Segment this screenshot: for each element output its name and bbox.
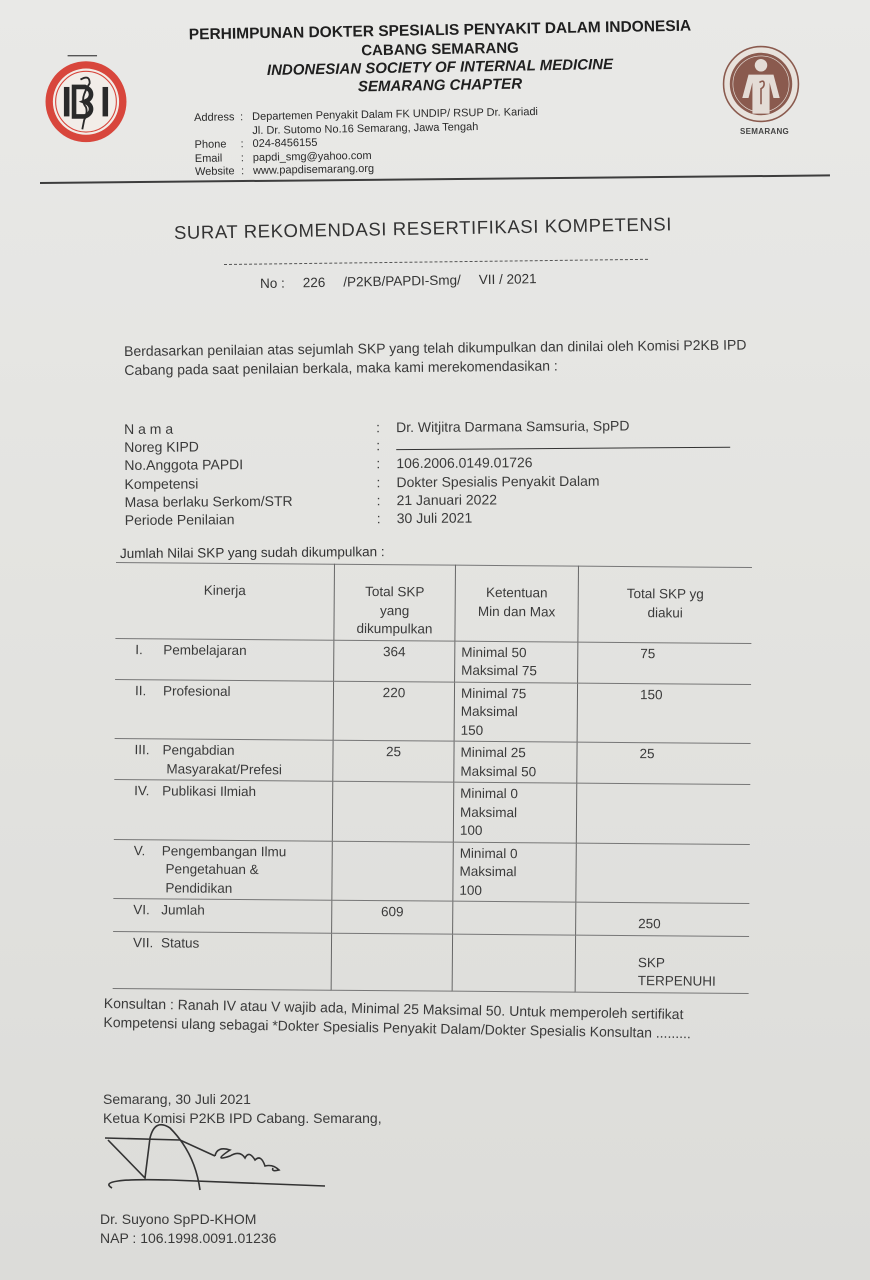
intro-paragraph: Berdasarkan penilaian atas sejumlah SKP yang telah dikumpulkan dan dinilai oleh Komisi P2KB IPD Cabang pada saat penilaian berkala, maka kami merekomendasikan : <box>124 336 747 378</box>
number-period: VII / 2021 <box>478 271 537 288</box>
row-number: II. <box>134 682 147 698</box>
ketentuan-line: Minimal 50 <box>461 644 527 660</box>
cell-ketentuan <box>454 741 577 783</box>
cell-total-collected: 25 <box>333 740 454 782</box>
cell-total-recognized <box>576 783 750 844</box>
table-row-status <box>113 931 749 993</box>
cell-kinerja <box>114 779 333 840</box>
field-value-validity: 21 Januari 2022 <box>396 491 498 508</box>
consultant-note: Konsultan : Ranah IV atau V wajib ada, Minimal 25 Maksimal 50. Untuk memperoleh sertifikat Kompetensi ulang sebagai *Dokter Spesialis Penyakit Dalam/Dokter Spesialis Konsultan ......... <box>103 994 692 1041</box>
ketentuan-line: 100 <box>459 882 483 898</box>
table-row <box>115 679 751 743</box>
signer-position: Ketua Komisi P2KB IPD Cabang. Semarang, <box>103 1109 382 1126</box>
ketentuan-line: Minimal 75 <box>460 685 527 701</box>
cell-total-collected: 609 <box>332 900 453 933</box>
ketentuan-line: Maksimal 50 <box>460 763 537 779</box>
header-kinerja: Kinerja <box>115 563 334 640</box>
recipient-fields <box>124 416 731 529</box>
cell-ketentuan <box>453 842 576 902</box>
contact-info <box>194 106 539 179</box>
right-logo-caption: SEMARANG <box>740 127 790 136</box>
ketentuan-line: Maksimal <box>459 863 517 880</box>
header-text: Min dan Max <box>477 603 556 619</box>
field-label: No.Anggota PAPDI <box>124 456 244 474</box>
document-number <box>260 271 555 291</box>
phone-value: 024-8456155 <box>252 136 318 150</box>
header-ketentuan <box>455 565 579 641</box>
table-row <box>115 638 751 684</box>
cell-total-recognized: 75 <box>578 642 752 684</box>
ketentuan-line: Maksimal <box>459 804 518 820</box>
org-branch: CABANG SEMARANG <box>361 39 519 60</box>
kinerja-label-cont: Pengetahuan & <box>165 861 259 878</box>
cell-total-recognized: 150 <box>577 683 751 744</box>
cell-total-collected <box>332 841 453 901</box>
field-value-name: Dr. Witjitra Darmana Samsuria, SpPD <box>396 417 630 436</box>
separator: : <box>240 151 244 164</box>
status-line: TERPENUHI <box>637 973 716 989</box>
cell-status-value <box>575 935 749 993</box>
address-label: Address <box>194 111 235 124</box>
signer-name: Dr. Suyono SpPD-KHOM <box>100 1211 257 1227</box>
cell-total-collected <box>332 781 453 841</box>
cell-kinerja <box>115 638 334 681</box>
table-caption: Jumlah Nilai SKP yang sudah dikumpulkan : <box>119 544 385 561</box>
kinerja-label: Publikasi Ilmiah <box>162 783 257 800</box>
cell-ketentuan <box>453 782 576 842</box>
cell-ketentuan <box>453 901 576 934</box>
kinerja-label-cont: Masyarakat/Prefesi <box>166 760 282 777</box>
signer-nap: NAP : 106.1998.0091.01236 <box>100 1230 277 1246</box>
blank-line <box>396 435 730 450</box>
field-label: Masa berlaku Serkom/STR <box>124 492 293 510</box>
kinerja-label: Jumlah <box>161 902 205 918</box>
header-total <box>334 564 456 640</box>
ketentuan-line: Minimal 25 <box>460 744 526 761</box>
cell-total-collected: 364 <box>334 640 455 682</box>
address-line-1: Departemen Penyakit Dalam FK UNDIP/ RSUP Dr. Kariadi <box>251 105 539 123</box>
field-value-period: 30 Juli 2021 <box>396 509 473 527</box>
table-body <box>113 638 752 993</box>
header-text: Ketentuan <box>485 584 548 601</box>
header-text: Total SKP <box>365 583 425 600</box>
table-row <box>113 839 749 903</box>
cell-total-collected: 220 <box>333 681 454 741</box>
kinerja-label: Status <box>160 934 200 951</box>
field-colon: : <box>376 510 381 527</box>
ketentuan-line: Minimal 0 <box>459 845 518 861</box>
cell-total-recognized <box>576 843 750 904</box>
signature-icon <box>100 1118 340 1198</box>
field-label: Periode Penilaian <box>124 511 235 528</box>
cell-total-recognized: 25 <box>577 742 751 784</box>
cell-kinerja <box>113 839 332 900</box>
ketentuan-line: 100 <box>459 822 483 838</box>
field-colon: : <box>376 473 381 490</box>
field-label: N a m a <box>124 420 174 437</box>
cell-total-recognized: 250 <box>576 902 750 936</box>
field-colon: : <box>376 419 381 436</box>
cell-ketentuan <box>454 682 577 742</box>
header-diakui <box>578 566 752 643</box>
table-row <box>114 738 750 784</box>
kinerja-label: Pengabdian <box>162 742 235 758</box>
header-text: Total SKP yg <box>626 586 704 602</box>
header-text: dikumpulkan <box>356 620 433 637</box>
field-value-member-no: 106.2006.0149.01726 <box>396 454 533 472</box>
letterhead <box>160 17 720 96</box>
field-colon: : <box>376 455 381 472</box>
cell-total-collected <box>331 933 452 991</box>
row-number: III. <box>134 742 150 758</box>
cell-ketentuan <box>452 934 575 992</box>
field-label: Noreg KIPD <box>124 438 199 456</box>
org-name-english: INDONESIAN SOCIETY OF INTERNAL MEDICINE <box>266 55 614 80</box>
kinerja-label: Pembelajaran <box>163 641 247 658</box>
separator: : <box>239 111 244 124</box>
cell-kinerja <box>115 679 334 740</box>
field-label: Kompetensi <box>124 475 199 492</box>
cell-kinerja <box>113 931 332 990</box>
email-value: papdi_smg@yahoo.com <box>252 149 372 164</box>
chapter-name: SEMARANG CHAPTER <box>357 75 523 96</box>
skp-table <box>113 562 752 993</box>
table-row <box>113 898 749 935</box>
header-text: diakui <box>647 604 683 620</box>
ketentuan-line: 150 <box>460 722 484 738</box>
phone-label: Phone <box>194 138 227 151</box>
idi-logo-icon <box>40 52 132 144</box>
document-title: SURAT REKOMENDASI RESERTIFIKASI KOMPETENSI <box>173 213 673 243</box>
website-value: www.papdisemarang.org <box>252 162 375 177</box>
number-value: 226 <box>302 274 326 291</box>
website-label: Website <box>194 165 235 178</box>
title-divider <box>224 259 648 265</box>
papdi-logo-icon <box>722 45 800 123</box>
status-line: SKP <box>637 954 665 970</box>
signer-block <box>100 1210 276 1248</box>
field-colon: : <box>376 437 381 454</box>
number-suffix: /P2KB/PAPDI-Smg/ <box>343 272 461 290</box>
field-row <box>125 507 731 529</box>
cell-kinerja <box>113 898 332 932</box>
email-label: Email <box>194 152 223 165</box>
kinerja-label: Pengembangan Ilmu <box>161 842 287 859</box>
place-date: Semarang, 30 Juli 2021 <box>103 1091 251 1107</box>
row-number: VII. <box>132 934 154 950</box>
kinerja-label-cont: Pendidikan <box>165 879 233 896</box>
number-label: No : <box>259 275 285 291</box>
row-number: V. <box>133 842 146 858</box>
cell-kinerja <box>114 738 333 781</box>
field-value-competence: Dokter Spesialis Penyakit Dalam <box>396 472 600 490</box>
address-line-2: Jl. Dr. Sutomo No.16 Semarang, Jawa Tengah <box>252 120 479 137</box>
ketentuan-line: Maksimal <box>460 703 518 720</box>
field-colon: : <box>376 491 381 508</box>
row-number: I. <box>135 641 143 657</box>
separator: : <box>240 165 245 178</box>
ketentuan-line: Maksimal 75 <box>461 662 537 679</box>
separator: : <box>240 138 244 151</box>
row-number: IV. <box>134 783 150 799</box>
header-text: yang <box>379 602 410 618</box>
row-number: VI. <box>133 902 150 918</box>
table-header-row <box>115 563 752 643</box>
header-divider <box>40 174 830 184</box>
org-name: PERHIMPUNAN DOKTER SPESIALIS PENYAKIT DALAM INDONESIA <box>188 17 692 44</box>
ketentuan-line: Minimal 0 <box>460 785 519 802</box>
kinerja-label: Profesional <box>162 682 231 699</box>
field-value-noreg <box>396 434 730 455</box>
table-row <box>114 779 750 843</box>
cell-ketentuan <box>455 641 578 683</box>
